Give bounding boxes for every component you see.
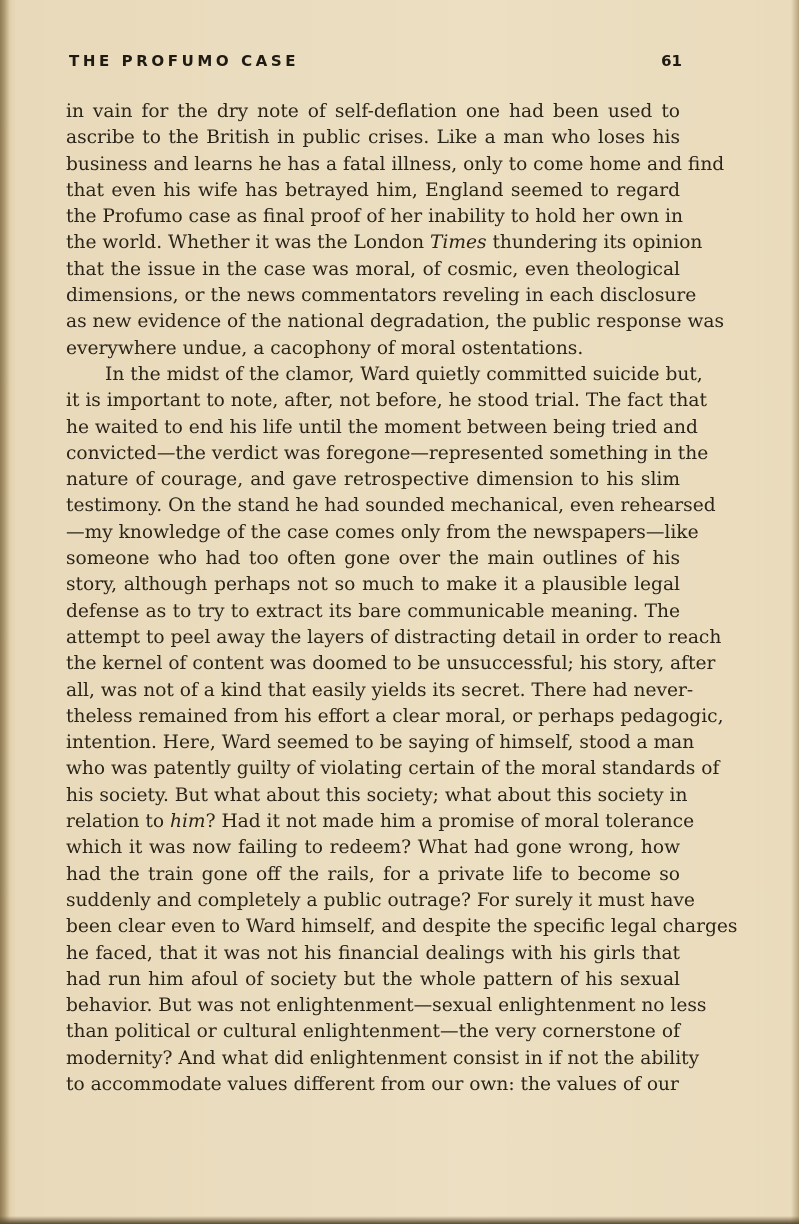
page-number: 61 — [661, 52, 682, 70]
italic-text: Times — [430, 232, 487, 254]
text-line: suddenly and completely a public outrage? For surely it must have — [66, 889, 695, 911]
italic-text: him — [170, 811, 206, 833]
text-line: dimensions, or the news commentators reveling in each disclosure — [66, 285, 697, 307]
text-run: thundering its opinion — [486, 232, 703, 254]
text-line: his society. But what about this society; what about this society in — [66, 784, 688, 806]
text-line — [66, 809, 695, 835]
text-line: business and learns he has a fatal illness, only to come home and find — [66, 153, 725, 175]
text-line: defense as to try to extract its bare communicable meaning. The — [66, 600, 680, 622]
text-line: that the issue in the case was moral, of cosmic, even theological — [66, 258, 680, 280]
text-line: been clear even to Ward himself, and despite the specific legal charges — [66, 916, 738, 938]
text-line: —my knowledge of the case comes only from the newspapers—like — [66, 521, 699, 543]
text-line: the kernel of content was doomed to be unsuccessful; his story, after — [66, 653, 716, 675]
text-line: had run him afoul of society but the whole pattern of his sexual — [66, 968, 680, 990]
running-title: THE PROFUMO CASE — [69, 52, 300, 70]
text-line: that even his wife has betrayed him, England seemed to regard — [66, 179, 680, 201]
body-text — [66, 99, 738, 1098]
text-line: ascribe to the British in public crises. Like a man who loses his — [66, 127, 680, 149]
text-run: ? Had it not made him a promise of moral tolerance — [205, 811, 695, 833]
paragraph — [66, 99, 725, 362]
paragraph — [66, 362, 738, 1098]
text-line: who was patently guilty of violating certain of the moral standards of — [66, 758, 720, 780]
text-line — [66, 230, 703, 256]
text-line: had the train gone off the rails, for a private life to become so — [66, 863, 680, 885]
text-line: the Profumo case as final proof of her inability to hold her own in — [66, 206, 683, 228]
text-line: it is important to note, after, not before, he stood trial. The fact that — [66, 390, 707, 412]
text-line: convicted—the verdict was foregone—represented something in the — [66, 442, 709, 464]
text-run: the world. Whether it was the London — [66, 232, 431, 254]
text-line: testimony. On the stand he had sounded mechanical, even rehearsed — [66, 495, 716, 517]
text-line: intention. Here, Ward seemed to be saying of himself, stood a man — [66, 732, 695, 754]
text-line: than political or cultural enlightenment—the very cornerstone of — [66, 1021, 680, 1043]
binding-shadow — [0, 0, 10, 1224]
text-line: theless remained from his effort a clear moral, or perhaps pedagogic, — [66, 705, 724, 727]
text-line: nature of courage, and gave retrospective dimension to his slim — [66, 469, 680, 491]
text-line: in vain for the dry note of self-deflation one had been used to — [66, 101, 680, 122]
text-line: which it was now failing to redeem? What had gone wrong, how — [66, 837, 680, 859]
text-line: to accommodate values different from our own: the values of our — [66, 1073, 679, 1095]
text-line: everywhere undue, a cacophony of moral ostentations. — [66, 337, 584, 359]
text-line: all, was not of a kind that easily yields its secret. There had never- — [66, 679, 694, 701]
text-line: as new evidence of the national degradation, the public response was — [66, 311, 724, 333]
text-line: behavior. But was not enlightenment—sexual enlightenment no less — [66, 995, 707, 1017]
text-line: modernity? And what did enlightenment consist in if not the ability — [66, 1047, 700, 1069]
text-line: In the midst of the clamor, Ward quietly committed suicide but, — [105, 363, 703, 385]
running-head — [69, 52, 682, 74]
text-line: attempt to peel away the layers of distracting detail in order to reach — [66, 626, 722, 648]
page-edge-right — [791, 0, 799, 1224]
text-line: he faced, that it was not his financial dealings with his girls that — [66, 942, 680, 964]
text-run: relation to — [66, 811, 170, 833]
text-line: story, although perhaps not so much to make it a plausible legal — [66, 574, 680, 596]
text-line: he waited to end his life until the moment between being tried and — [66, 416, 698, 438]
page-edge-bottom — [0, 1216, 799, 1224]
text-line: someone who had too often gone over the main outlines of his — [66, 548, 680, 570]
